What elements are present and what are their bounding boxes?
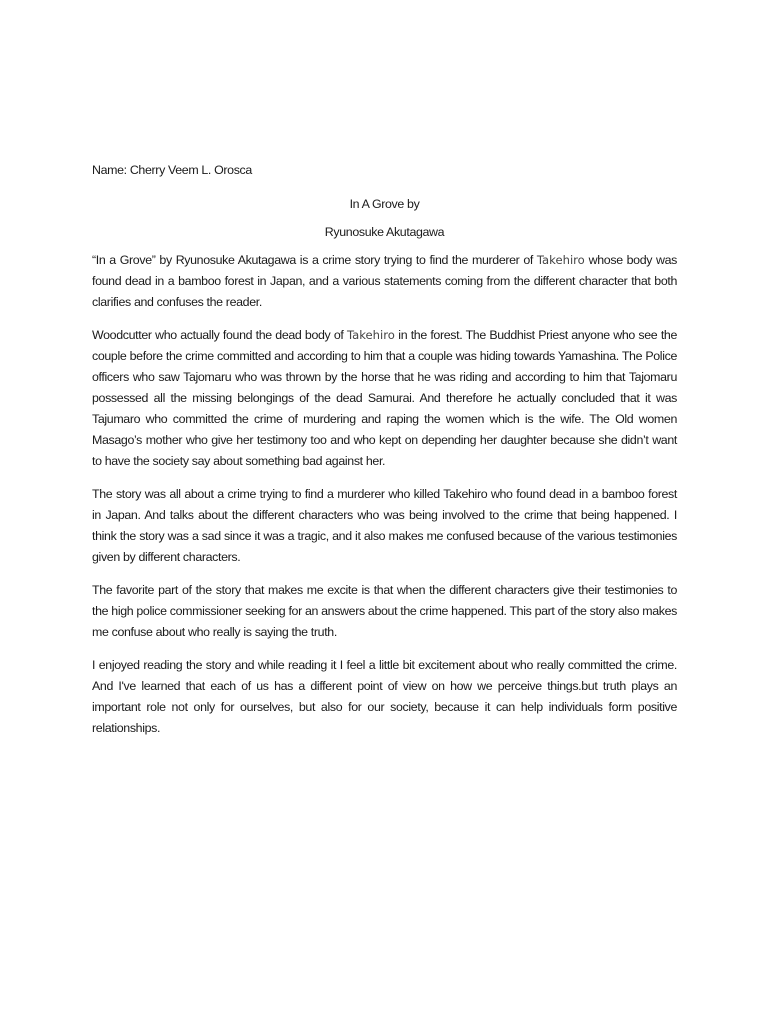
- highlighted-name: Takehiro: [536, 253, 585, 267]
- paragraph-1-text-a: “In a Grove” by Ryunosuke Akutagawa is a crime story trying to find the murderer of: [92, 253, 537, 267]
- paragraph-2-text-a: Woodcutter who actually found the dead body of: [92, 328, 347, 342]
- document-page: [92, 156, 677, 751]
- paragraph-1: [92, 250, 677, 313]
- paragraph-3: The story was all about a crime trying to find a murderer who killed Takehiro who found dead in a bamboo forest in Japan. And talks about the different characters who was being involved to the crime that being happened. I think the story was a sad since it was a tragic, and it also makes me confused because of the various testimonies given by different characters.: [92, 487, 677, 564]
- title-line-1: In A Grove by: [349, 197, 420, 211]
- paragraph-4: The favorite part of the story that makes me excite is that when the different characters give their testimonies to the high police commissioner seeking for an answers about the crime happened. This part of the story also makes me confuse about who really is saying the truth.: [92, 583, 677, 639]
- paragraph-2-text-b: in the forest. The Buddhist Priest anyone who see the couple before the crime committed and according to him that a couple was hiding towards Yamashina. The Police officers who saw Tajomaru who was thrown by the horse that he was riding and according to him that Tajomaru possessed all the missing belongings of the dead Samurai. And therefore he actually concluded that it was Tajumaro who committed the crime of murdering and raping the women which is the wife. The Old women Masago’s mother who give her testimony too and who kept on depending her daughter because she didn’t want to have the society say about something bad against her.: [92, 328, 677, 468]
- paragraph-5: I enjoyed reading the story and while reading it I feel a little bit excitement about who really committed the crime. And I've learned that each of us has a different point of view on how we perceive things.but truth plays an important role not only for ourselves, but also for our society, because it can help individuals form positive relationships.: [92, 658, 677, 735]
- title-line-2: Ryunosuke Akutagawa: [324, 225, 445, 239]
- author-name: Name: Cherry Veem L. Orosca: [92, 163, 252, 177]
- paragraph-2: [92, 325, 677, 472]
- highlighted-name: Takehiro: [346, 328, 395, 342]
- paragraph-1-text-b: whose body was found dead in a bamboo forest in Japan, and a various statements coming from the different character that both clarifies and confuses the reader.: [92, 253, 677, 309]
